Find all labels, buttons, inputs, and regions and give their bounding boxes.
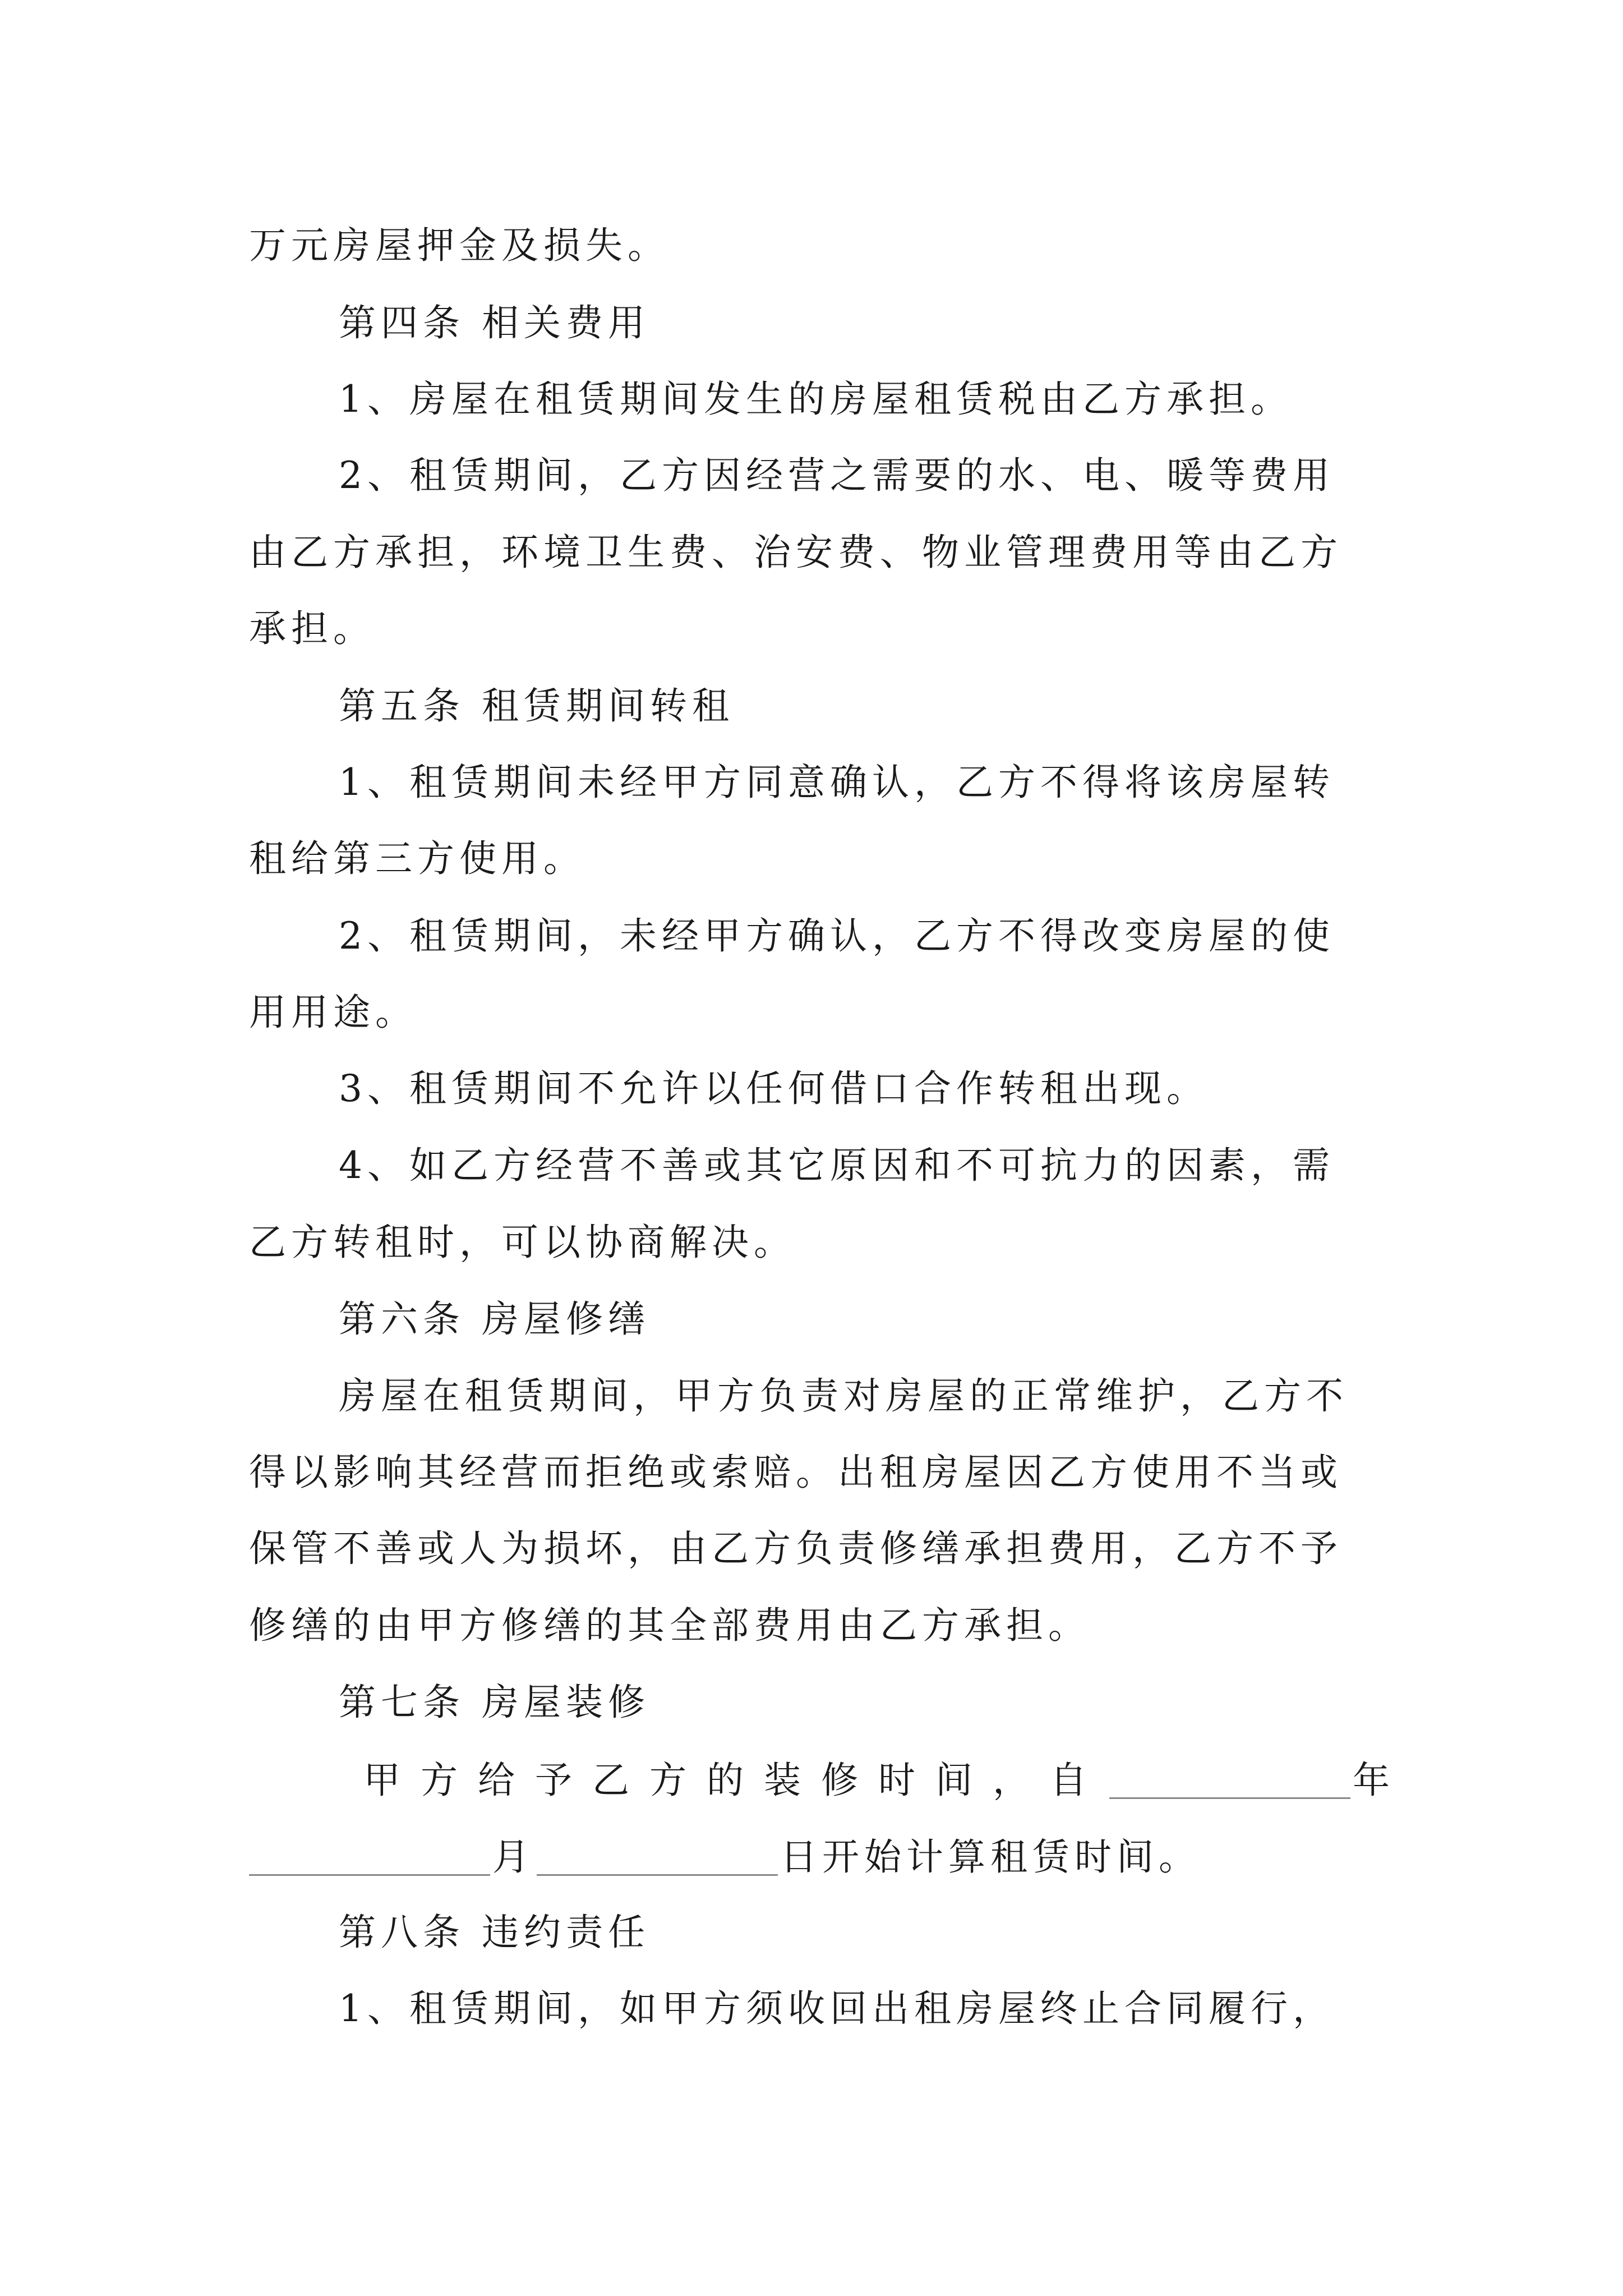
- text-line: 2、租赁期间，未经甲方确认，乙方不得改变房屋的使: [339, 914, 1335, 958]
- section-heading: 第七条 房屋装修: [339, 1681, 650, 1724]
- section-heading: 第八条 违约责任: [339, 1911, 650, 1954]
- text-line: 用用途。: [249, 991, 417, 1034]
- section-heading: 第五条 租赁期间转租: [339, 684, 734, 728]
- text-line: 修缮的由甲方修缮的其全部费用由乙方承担。: [249, 1604, 1090, 1647]
- text-line: 1、租赁期间，如甲方须收回出租房屋终止合同履行，: [339, 1987, 1335, 2030]
- text-line: 乙方转租时，可以协商解决。: [249, 1221, 796, 1264]
- text-line: 承担。: [249, 607, 375, 650]
- text-line: 保管不善或人为损坏，由乙方负责修缮承担费用，乙方不予: [249, 1527, 1343, 1570]
- day-label: 日开始计算租赁时间。: [780, 1835, 1201, 1879]
- year-label: 年: [1353, 1759, 1395, 1802]
- text-line: 1、房屋在租赁期间发生的房屋租赁税由乙方承担。: [339, 378, 1293, 421]
- text-line: 由乙方承担，环境卫生费、治安费、物业管理费用等由乙方: [249, 531, 1343, 574]
- text-line: 万元房屋押金及损失。: [249, 224, 670, 267]
- text-line: 4、如乙方经营不善或其它原因和不可抗力的因素，需: [339, 1144, 1335, 1187]
- month-label: 月: [492, 1835, 534, 1879]
- text-line: 1、租赁期间未经甲方同意确认，乙方不得将该房屋转: [339, 761, 1335, 804]
- text-line: 得以影响其经营而拒绝或索赔。出租房屋因乙方使用不当或: [249, 1451, 1343, 1494]
- day-blank: [537, 1837, 778, 1876]
- text-line: 租给第三方使用。: [249, 837, 585, 880]
- renovation-line-continued: [249, 1835, 1393, 1879]
- section-heading: 第四条 相关费用: [339, 301, 650, 344]
- section-heading: 第六条 房屋修缮: [339, 1297, 650, 1341]
- month-blank: [249, 1837, 490, 1876]
- text-line: 房屋在租赁期间，甲方负责对房屋的正常维护，乙方不: [339, 1374, 1348, 1418]
- text-line: 3、租赁期间不允许以任何借口合作转租出现。: [339, 1067, 1209, 1110]
- year-blank: [1109, 1760, 1350, 1799]
- renovation-line: [363, 1759, 1507, 1802]
- text-line: 2、租赁期间，乙方因经营之需要的水、电、暖等费用: [339, 454, 1335, 497]
- renovation-text: 甲方给予乙方的装修时间，自: [363, 1759, 1107, 1802]
